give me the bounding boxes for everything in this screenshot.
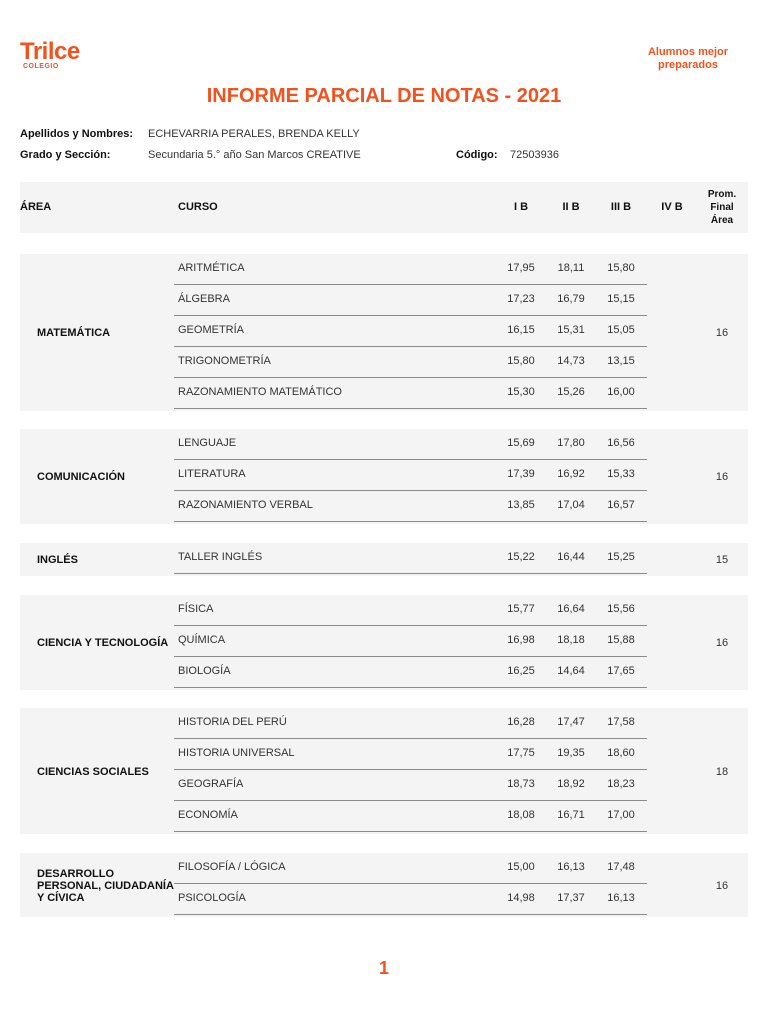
grade-b1: 17,39: [507, 468, 535, 480]
grade-b3: 18,23: [607, 778, 635, 790]
grade-b3: 13,15: [607, 355, 635, 367]
grade-b1: 14,98: [507, 892, 535, 904]
area-name: CIENCIA Y TECNOLOGÍA: [37, 637, 169, 649]
course-name: FÍSICA: [178, 603, 214, 615]
grade-b3: 17,00: [607, 809, 635, 821]
grade-b1: 13,85: [507, 499, 535, 511]
col-b4: IV B: [661, 201, 683, 213]
area-final-average: 18: [715, 765, 729, 778]
area-block: [20, 853, 748, 917]
grade-b2: 16,92: [557, 468, 585, 480]
grade-b3: 15,80: [607, 262, 635, 274]
area-name: MATEMÁTICA: [37, 327, 111, 339]
course-name: RAZONAMIENTO VERBAL: [178, 499, 313, 511]
col-course: CURSO: [178, 201, 218, 213]
area-name: INGLÉS: [37, 554, 78, 566]
col-b3: III B: [610, 201, 632, 213]
area-block: [20, 429, 748, 524]
col-b2: II B: [562, 201, 580, 213]
area-final-average: 15: [715, 554, 729, 566]
course-name: GEOGRAFÍA: [178, 778, 244, 790]
course-name: ARITMÉTICA: [178, 262, 245, 274]
grade-b3: 15,56: [607, 603, 635, 615]
grade-b3: 17,58: [607, 716, 635, 728]
table-row: [174, 770, 647, 801]
grade-b2: 16,71: [557, 809, 585, 821]
table-header: [20, 182, 748, 233]
area-block: [20, 708, 748, 834]
course-name: LITERATURA: [178, 468, 246, 480]
grade-b3: 16,00: [607, 386, 635, 398]
grade-b2: 16,13: [557, 861, 585, 873]
area-final-average: 16: [715, 327, 729, 339]
table-row: [174, 543, 647, 574]
table-row: [174, 491, 647, 522]
grade-b3: 15,15: [607, 293, 635, 305]
table-row: [174, 316, 647, 347]
course-name: ECONOMÍA: [178, 809, 238, 821]
grade-b3: 17,48: [607, 861, 635, 873]
table-row: [174, 657, 647, 688]
grade-b2: 16,64: [557, 603, 585, 615]
logo-wordmark: Trilce: [20, 38, 80, 65]
area-final-average: 16: [715, 879, 729, 892]
grade-b1: 18,73: [507, 778, 535, 790]
course-name: PSICOLOGÍA: [178, 892, 246, 904]
grade-b2: 18,18: [557, 634, 585, 646]
grade-b1: 15,30: [507, 386, 535, 398]
col-area: ÁREA: [20, 201, 52, 213]
course-name: QUÍMICA: [178, 634, 226, 646]
report-title: INFORME PARCIAL DE NOTAS - 2021: [206, 85, 562, 107]
grade-b1: 15,22: [507, 551, 535, 563]
course-name: RAZONAMIENTO MATEMÁTICO: [178, 386, 342, 398]
grade-b3: 16,13: [607, 892, 635, 904]
course-name: HISTORIA DEL PERÚ: [178, 716, 287, 728]
table-row: [174, 285, 647, 316]
table-row: [174, 853, 647, 884]
grade-b1: 15,77: [507, 603, 535, 615]
grade-b1: 16,15: [507, 324, 535, 336]
course-name: GEOMETRÍA: [178, 324, 245, 336]
name-label: Apellidos y Nombres:: [20, 128, 134, 140]
grade-b1: 17,23: [507, 293, 535, 305]
table-row: [174, 460, 647, 491]
grade-b1: 15,69: [507, 437, 535, 449]
table-row: [174, 429, 647, 460]
tagline: Alumnos mejor preparados: [647, 46, 729, 71]
grade-b2: 15,31: [557, 324, 585, 336]
grade-b1: 18,08: [507, 809, 535, 821]
grade-b2: 18,11: [557, 262, 585, 274]
student-code: 72503936: [510, 149, 559, 161]
table-row: [174, 801, 647, 832]
grade-b3: 18,60: [607, 747, 635, 759]
table-row: [174, 739, 647, 770]
area-block: [20, 254, 748, 411]
course-name: ÁLGEBRA: [178, 293, 230, 305]
school-logo: [20, 38, 90, 72]
table-row: [174, 626, 647, 657]
student-name: ECHEVARRIA PERALES, BRENDA KELLY: [148, 128, 360, 140]
grade-b3: 17,65: [607, 665, 635, 677]
area-name: CIENCIAS SOCIALES: [37, 765, 149, 778]
grade-b2: 17,37: [557, 892, 585, 904]
grade-b2: 15,26: [557, 386, 585, 398]
grade-b2: 16,44: [557, 551, 585, 563]
table-row: [174, 884, 647, 915]
grade-b3: 15,33: [607, 468, 635, 480]
grade-b3: 15,88: [607, 634, 635, 646]
page-number: 1: [378, 958, 389, 978]
area-block: [20, 595, 748, 690]
grade-b1: 15,80: [507, 355, 535, 367]
area-block: [20, 543, 748, 576]
grade-b2: 17,04: [557, 499, 585, 511]
grade-b1: 16,28: [507, 716, 535, 728]
table-row: [174, 595, 647, 626]
area-final-average: 16: [715, 637, 729, 649]
area-name: DESARROLLO PERSONAL, CIUDADANÍA Y CÍVICA: [37, 867, 174, 904]
col-b1: I B: [513, 201, 529, 213]
table-row: [174, 378, 647, 409]
course-name: HISTORIA UNIVERSAL: [178, 747, 295, 759]
table-row: [174, 708, 647, 739]
table-row: [174, 254, 647, 285]
grade-b1: 15,00: [507, 861, 535, 873]
grade-b3: 15,05: [607, 324, 635, 336]
col-prom: Prom. Final Área: [707, 189, 737, 226]
grade-b2: 18,92: [557, 778, 585, 790]
grade-b3: 16,57: [607, 499, 635, 511]
course-name: FILOSOFÍA / LÓGICA: [178, 861, 286, 873]
area-final-average: 16: [715, 471, 729, 483]
grade-b1: 17,75: [507, 747, 535, 759]
grade-b2: 14,64: [557, 665, 585, 677]
grade-b1: 17,95: [507, 262, 535, 274]
grade-b1: 16,98: [507, 634, 535, 646]
grade-b2: 17,80: [557, 437, 585, 449]
grade-b3: 15,25: [607, 551, 635, 563]
grade-b2: 16,79: [557, 293, 585, 305]
grade-b1: 16,25: [507, 665, 535, 677]
grade-label: Grado y Sección:: [20, 149, 111, 161]
course-name: TALLER INGLÉS: [178, 551, 263, 563]
course-name: TRIGONOMETRÍA: [178, 355, 271, 367]
table-row: [174, 347, 647, 378]
logo-subtitle: COLEGIO: [23, 63, 59, 70]
grade-b2: 17,47: [557, 716, 585, 728]
grade-b2: 14,73: [557, 355, 585, 367]
area-name: COMUNICACIÓN: [37, 471, 125, 483]
grade-b3: 16,56: [607, 437, 635, 449]
course-name: BIOLOGÍA: [178, 665, 231, 677]
course-name: LENGUAJE: [178, 437, 237, 449]
code-label: Código:: [456, 149, 498, 161]
grade-b2: 19,35: [557, 747, 585, 759]
student-grade: Secundaria 5.° año San Marcos CREATIVE: [148, 149, 361, 161]
